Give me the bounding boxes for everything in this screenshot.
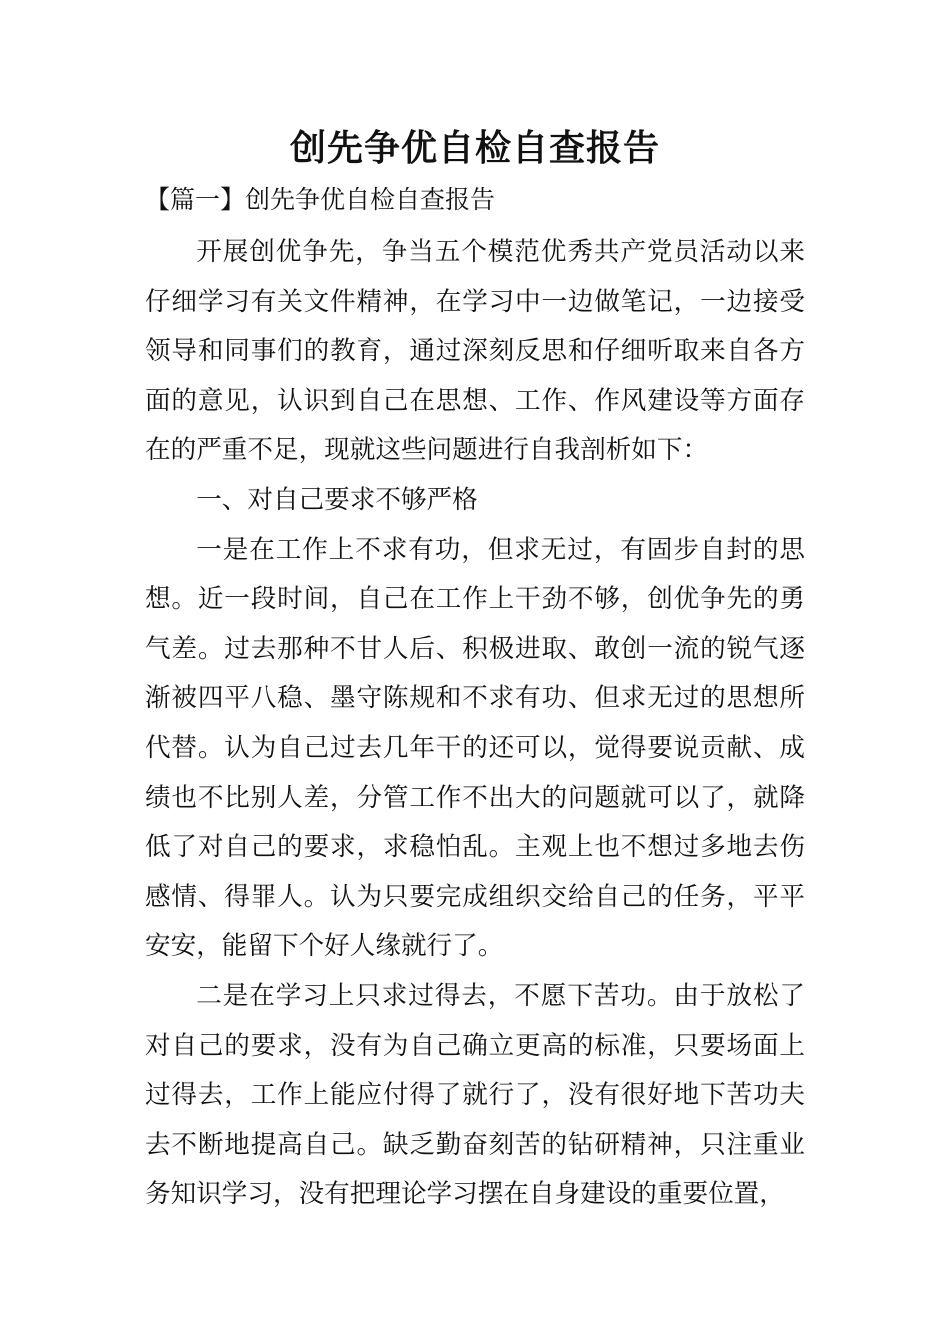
paragraph-point-one: 一是在工作上不求有功，但求无过，有固步自封的思想。近一段时间，自己在工作上干劲不够，创优争先的勇气差。过去那种不甘人后、积极进取、敢创一流的锐气逐渐被四平八稳、墨守陈规和不求有功、但求无过的思想所代替。认为自己过去几年干的还可以，觉得要说贡献、成绩也不比别人差，分管工作不出大的问题就可以了，就降低了对自己的要求，求稳怕乱。主观上也不想过多地去伤感情、得罪人。认为只要完成组织交给自己的任务，平平安安，能留下个好人缘就行了。 <box>145 534 805 962</box>
document-title: 创先争优自检自查报告 <box>289 127 660 169</box>
document-body <box>145 228 805 1220</box>
paragraph-point-two: 二是在学习上只求过得去，不愿下苦功。由于放松了对自己的要求，没有为自己确立更高的标准，只要场面上过得去，工作上能应付得了就行了，没有很好地下苦功夫去不断地提高自己。缺乏勤奋刻苦的钻研精神，只注重业务知识学习，没有把理论学习摆在自身建设的重要位置， <box>145 980 805 1210</box>
paragraph-intro: 开展创优争先，争当五个模范优秀共产党员活动以来仔细学习有关文件精神，在学习中一边做笔记，一边接受领导和同事们的教育，通过深刻反思和仔细听取来自各方面的意见，认识到自己在思想、工作、作风建设等方面存在的严重不足，现就这些问题进行自我剖析如下： <box>145 237 805 466</box>
paragraph-heading-one: 一、对自己要求不够严格 <box>196 484 478 515</box>
section-heading: 【篇一】创先争优自检自查报告 <box>145 185 496 214</box>
